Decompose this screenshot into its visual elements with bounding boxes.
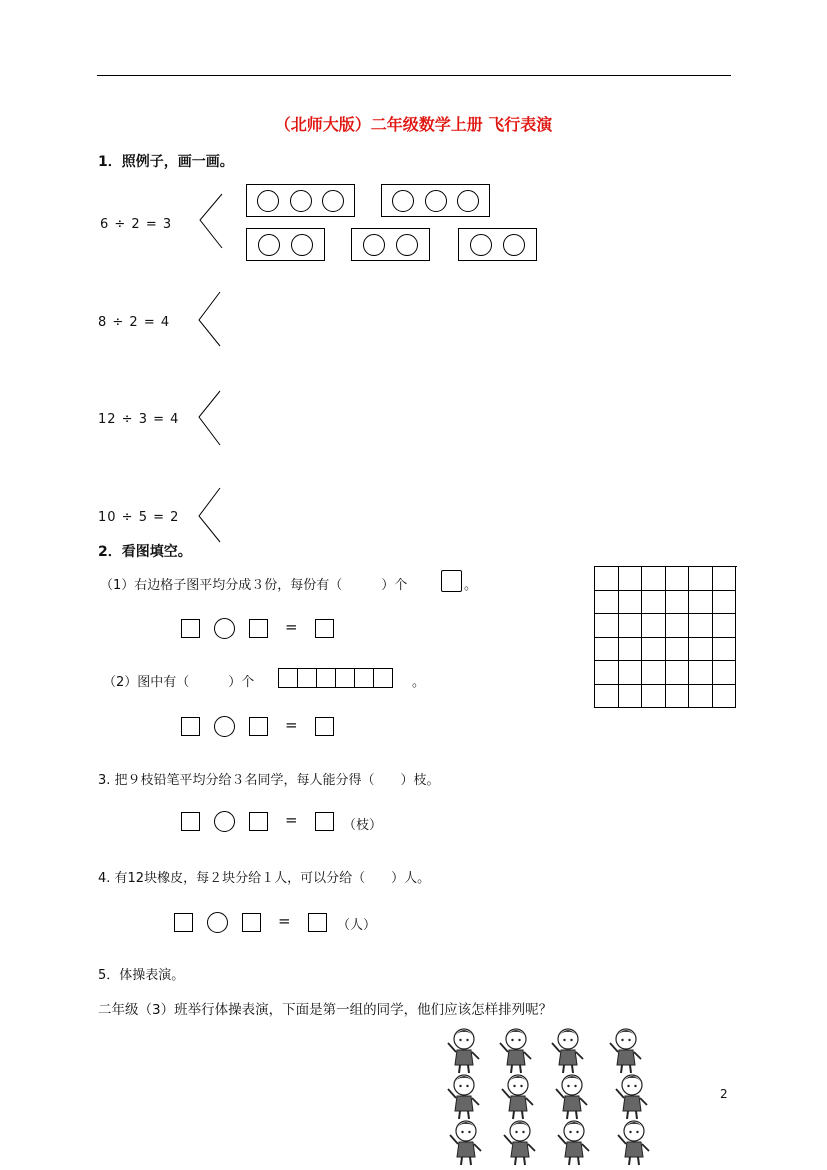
q2-part2-text: （2）图中有（ ）个 bbox=[103, 675, 255, 690]
circle-icon bbox=[290, 190, 312, 212]
circle-icon bbox=[392, 190, 414, 212]
answer-box[interactable] bbox=[242, 913, 261, 932]
group-box bbox=[458, 228, 537, 261]
operator-circle[interactable] bbox=[214, 716, 235, 737]
page-number: 2 bbox=[720, 1087, 728, 1101]
group-box bbox=[246, 184, 355, 217]
q4-unit: （人） bbox=[337, 918, 377, 933]
answer-box[interactable] bbox=[315, 812, 334, 831]
answer-box[interactable] bbox=[441, 570, 462, 592]
operator-circle[interactable] bbox=[214, 811, 235, 832]
q2-part2-end: 。 bbox=[412, 675, 426, 690]
q5-heading: 5．体操表演。 bbox=[98, 968, 185, 983]
circle-icon bbox=[291, 234, 313, 256]
equals-sign: = bbox=[285, 716, 298, 734]
child-figure bbox=[448, 1075, 479, 1119]
child-figure bbox=[500, 1029, 531, 1073]
q5-text: 二年级（3）班举行体操表演，下面是第一组的同学，他们应该怎样排列呢？ bbox=[98, 1002, 553, 1018]
child-figure bbox=[450, 1121, 481, 1165]
bracket-icon bbox=[196, 192, 226, 252]
child-figure bbox=[556, 1075, 587, 1119]
children-illustration bbox=[440, 1025, 660, 1170]
q3-unit: （枝） bbox=[343, 818, 383, 833]
circle-icon bbox=[457, 190, 479, 212]
bracket-icon bbox=[196, 290, 226, 350]
answer-box[interactable] bbox=[308, 913, 327, 932]
answer-box[interactable] bbox=[174, 913, 193, 932]
answer-box[interactable] bbox=[181, 619, 200, 638]
q1-heading: 1．照例子，画一画。 bbox=[98, 154, 234, 170]
group-box bbox=[351, 228, 430, 261]
bracket-icon bbox=[196, 486, 226, 546]
child-figure bbox=[502, 1075, 533, 1119]
child-figure bbox=[504, 1121, 535, 1165]
child-figure bbox=[552, 1029, 583, 1073]
answer-box[interactable] bbox=[315, 619, 334, 638]
q2-heading: 2．看图填空。 bbox=[98, 544, 192, 560]
bracket-icon bbox=[196, 389, 226, 449]
answer-box[interactable] bbox=[249, 619, 268, 638]
child-figure bbox=[610, 1029, 641, 1073]
q1-equation-3: 12 ÷ 3 = 4 bbox=[98, 412, 180, 427]
equals-sign: = bbox=[285, 618, 298, 636]
q2-part1-text: （1）右边格子图平均分成３份，每份有（ ）个 bbox=[100, 578, 408, 593]
circle-icon bbox=[258, 234, 280, 256]
q3-text: 3. 把９枝铅笔平均分给３名同学，每人能分得（ ）枝。 bbox=[98, 773, 440, 788]
child-figure bbox=[616, 1075, 647, 1119]
group-box bbox=[246, 228, 325, 261]
operator-circle[interactable] bbox=[207, 912, 228, 933]
circle-icon bbox=[470, 234, 492, 256]
answer-box[interactable] bbox=[249, 812, 268, 831]
circle-icon bbox=[363, 234, 385, 256]
header-rule bbox=[97, 75, 731, 76]
answer-box[interactable] bbox=[249, 717, 268, 736]
equals-sign: = bbox=[278, 912, 291, 930]
answer-box[interactable] bbox=[181, 717, 200, 736]
circle-icon bbox=[322, 190, 344, 212]
answer-box[interactable] bbox=[315, 717, 334, 736]
child-figure bbox=[448, 1029, 479, 1073]
grid-figure bbox=[594, 566, 737, 708]
operator-circle[interactable] bbox=[214, 618, 235, 639]
group-box bbox=[381, 184, 490, 217]
q1-equation-2: 8 ÷ 2 = 4 bbox=[98, 315, 171, 330]
circle-icon bbox=[503, 234, 525, 256]
q1-equation-4: 10 ÷ 5 = 2 bbox=[98, 510, 180, 525]
q4-text: 4. 有12块橡皮，每２块分给１人，可以分给（ ）人。 bbox=[98, 871, 431, 886]
strip-figure bbox=[278, 668, 393, 688]
page-title: （北师大版）二年级数学上册 飞行表演 bbox=[274, 115, 553, 134]
circle-icon bbox=[257, 190, 279, 212]
circle-icon bbox=[396, 234, 418, 256]
q2-part1-end: 。 bbox=[464, 578, 478, 593]
child-figure bbox=[558, 1121, 589, 1165]
circle-icon bbox=[425, 190, 447, 212]
child-figure bbox=[618, 1121, 649, 1165]
equals-sign: = bbox=[285, 811, 298, 829]
q1-equation-1: 6 ÷ 2 = 3 bbox=[100, 217, 173, 232]
answer-box[interactable] bbox=[181, 812, 200, 831]
